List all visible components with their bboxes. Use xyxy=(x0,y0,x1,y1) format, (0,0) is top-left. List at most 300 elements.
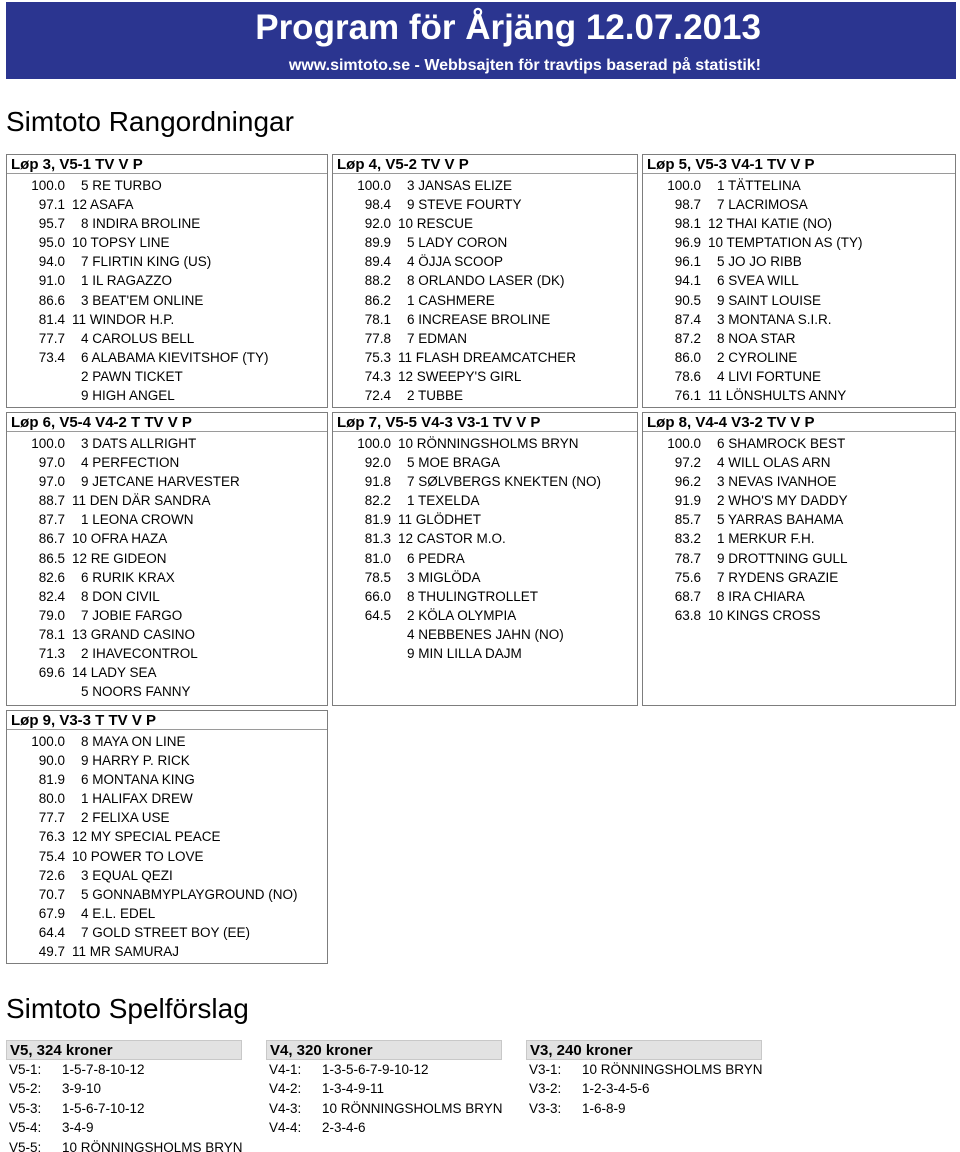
horse-name: 10 OFRA HAZA xyxy=(72,531,168,547)
horse-score: 49.7 xyxy=(38,944,65,960)
horse-row xyxy=(333,549,637,568)
bet-row xyxy=(6,1079,242,1098)
horse-row xyxy=(333,176,637,195)
horse-name: 2 KÖLA OLYMPIA xyxy=(407,607,517,623)
horse-score: 85.7 xyxy=(674,512,701,528)
bet-title: V3, 240 kroner xyxy=(526,1040,762,1060)
horse-name: 1 CASHMERE xyxy=(407,292,495,308)
horse-name: 12 SWEEPY'S GIRL xyxy=(398,368,522,384)
horse-score: 96.2 xyxy=(674,474,701,490)
horse-row xyxy=(643,214,955,233)
horse-name: 1 LEONA CROWN xyxy=(81,512,194,528)
horse-score: 95.0 xyxy=(38,235,65,251)
horse-name: 2 CYROLINE xyxy=(717,349,798,365)
horse-score: 88.2 xyxy=(364,273,391,289)
horse-row xyxy=(643,195,955,214)
horse-row xyxy=(7,529,327,548)
bet-block xyxy=(526,1040,762,1118)
horse-score: 86.0 xyxy=(674,349,701,365)
horse-row xyxy=(333,329,637,348)
horse-name: 14 LADY SEA xyxy=(72,665,157,681)
horse-score: 69.6 xyxy=(38,665,65,681)
horse-name: 1 TÄTTELINA xyxy=(717,178,801,193)
horse-score: 68.7 xyxy=(674,588,701,604)
horse-name: 11 LÖNSHULTS ANNY xyxy=(708,388,847,404)
race-list xyxy=(643,174,955,405)
bet-row xyxy=(266,1060,502,1079)
horse-name: 6 PEDRA xyxy=(407,550,465,566)
horse-score: 97.1 xyxy=(38,197,65,213)
horse-name: 11 MR SAMURAJ xyxy=(72,944,180,960)
horse-score: 98.7 xyxy=(674,197,701,213)
horse-name: 3 JANSAS ELIZE xyxy=(407,178,513,193)
horse-name: 7 RYDENS GRAZIE xyxy=(717,569,839,585)
horse-score: 82.4 xyxy=(38,588,65,604)
horse-row xyxy=(7,625,327,644)
horse-row xyxy=(643,491,955,510)
horse-row xyxy=(333,291,637,310)
horse-score: 87.2 xyxy=(674,330,701,346)
horse-row xyxy=(7,291,327,310)
horse-name: 11 FLASH DREAMCATCHER xyxy=(398,349,577,365)
bet-row xyxy=(6,1118,242,1137)
horse-name: 3 MONTANA S.I.R. xyxy=(717,311,832,327)
horse-score: 88.7 xyxy=(38,493,65,509)
horse-row xyxy=(333,491,637,510)
horse-row xyxy=(333,271,637,290)
horse-name: 4 E.L. EDEL xyxy=(81,905,156,921)
horse-row xyxy=(7,751,327,770)
horse-row xyxy=(7,348,327,367)
horse-row xyxy=(333,348,637,367)
horse-row xyxy=(7,491,327,510)
horse-score: 92.0 xyxy=(364,216,391,232)
race-list xyxy=(643,432,955,625)
horse-row xyxy=(643,606,955,625)
horse-score: 79.0 xyxy=(38,607,65,623)
horse-name: 10 POWER TO LOVE xyxy=(72,848,204,864)
race-box xyxy=(6,412,328,706)
horse-name: 1 HALIFAX DREW xyxy=(81,791,193,807)
horse-name: 3 EQUAL QEZI xyxy=(81,867,173,883)
horse-score: 91.8 xyxy=(364,474,391,490)
horse-name: 9 HIGH ANGEL xyxy=(81,388,175,404)
bet-leg: V4-1: xyxy=(269,1062,302,1077)
horse-row xyxy=(643,587,955,606)
bet-selection: 3-4-9 xyxy=(62,1120,94,1136)
horse-name: 11 GLÖDHET xyxy=(398,512,482,528)
horse-score: 98.1 xyxy=(674,216,701,232)
horse-row xyxy=(7,866,327,885)
horse-score: 91.0 xyxy=(38,273,65,289)
horse-row xyxy=(333,453,637,472)
race-title: Løp 6, V5-4 V4-2 T TV V P xyxy=(7,413,327,432)
bet-title: V4, 320 kroner xyxy=(266,1040,502,1060)
horse-score: 74.3 xyxy=(364,368,391,384)
bet-selection: 1-3-4-9-11 xyxy=(322,1081,385,1097)
horse-score: 72.4 xyxy=(364,388,391,404)
horse-row xyxy=(643,348,955,367)
horse-row xyxy=(333,625,637,644)
horse-row xyxy=(643,472,955,491)
horse-row xyxy=(7,367,327,386)
horse-score: 89.9 xyxy=(364,235,391,251)
horse-row xyxy=(333,472,637,491)
horse-name: 6 SHAMROCK BEST xyxy=(717,436,846,451)
bet-row xyxy=(266,1079,502,1098)
horse-name: 12 CASTOR M.O. xyxy=(398,531,506,547)
horse-name: 8 MAYA ON LINE xyxy=(81,734,186,749)
horse-score: 63.8 xyxy=(674,607,701,623)
horse-row xyxy=(333,252,637,271)
horse-row xyxy=(7,310,327,329)
horse-score: 86.7 xyxy=(38,531,65,547)
horse-row xyxy=(643,310,955,329)
horse-name: 7 EDMAN xyxy=(407,330,468,346)
horse-name: 5 RE TURBO xyxy=(81,178,162,193)
horse-score: 70.7 xyxy=(38,886,65,902)
race-title: Løp 4, V5-2 TV V P xyxy=(333,155,637,174)
bet-leg: V3-1: xyxy=(529,1062,562,1077)
horse-row xyxy=(643,529,955,548)
horse-score: 97.2 xyxy=(674,455,701,471)
horse-name: 2 TUBBE xyxy=(407,388,464,404)
horse-name: 5 JO JO RIBB xyxy=(717,254,802,270)
horse-name: 8 NOA STAR xyxy=(717,330,796,346)
race-list xyxy=(7,730,327,961)
horse-row xyxy=(7,923,327,942)
horse-score: 82.6 xyxy=(38,569,65,585)
horse-row xyxy=(7,789,327,808)
horse-name: 5 LADY CORON xyxy=(407,235,508,251)
horse-name: 12 MY SPECIAL PEACE xyxy=(72,829,221,845)
horse-row xyxy=(7,904,327,923)
horse-row xyxy=(643,568,955,587)
horse-row xyxy=(7,587,327,606)
horse-score: 90.5 xyxy=(674,292,701,308)
horse-score: 67.9 xyxy=(38,905,65,921)
horse-row xyxy=(7,644,327,663)
horse-name: 2 FELIXA USE xyxy=(81,810,170,826)
race-title: Løp 9, V3-3 T TV V P xyxy=(7,711,327,730)
race-title: Løp 5, V5-3 V4-1 TV V P xyxy=(643,155,955,174)
bet-row xyxy=(6,1099,242,1118)
horse-row xyxy=(643,434,955,453)
horse-name: 11 WINDOR H.P. xyxy=(72,311,175,327)
horse-name: 2 WHO'S MY DADDY xyxy=(717,493,848,509)
horse-row xyxy=(7,453,327,472)
horse-row xyxy=(643,271,955,290)
horse-name: 4 CAROLUS BELL xyxy=(81,330,195,346)
horse-name: 8 ORLANDO LASER (DK) xyxy=(407,273,565,289)
horse-row xyxy=(7,329,327,348)
horse-row xyxy=(7,663,327,682)
horse-name: 7 FLIRTIN KING (US) xyxy=(81,254,212,270)
horse-name: 3 BEAT'EM ONLINE xyxy=(81,292,204,308)
horse-score: 77.8 xyxy=(364,330,391,346)
horse-score: 78.6 xyxy=(674,368,701,384)
horse-name: 7 GOLD STREET BOY (EE) xyxy=(81,924,251,940)
horse-name: 10 KINGS CROSS xyxy=(708,607,821,623)
horse-row xyxy=(333,310,637,329)
horse-score: 97.0 xyxy=(38,474,65,490)
horse-name: 8 IRA CHIARA xyxy=(717,588,805,604)
horse-row xyxy=(7,214,327,233)
horse-score: 100.0 xyxy=(357,178,391,193)
horse-row xyxy=(333,587,637,606)
horse-row xyxy=(7,732,327,751)
horse-row xyxy=(333,606,637,625)
race-list xyxy=(7,174,327,405)
horse-name: 6 ALABAMA KIEVITSHOF (TY) xyxy=(81,349,269,365)
bet-selection: 1-2-3-4-5-6 xyxy=(582,1081,650,1097)
horse-row xyxy=(333,233,637,252)
horse-row xyxy=(7,549,327,568)
horse-row xyxy=(7,271,327,290)
horse-score: 81.9 xyxy=(38,772,65,788)
horse-row xyxy=(7,847,327,866)
horse-score: 75.3 xyxy=(364,349,391,365)
horse-row xyxy=(7,386,327,405)
bet-selection: 1-5-7-8-10-12 xyxy=(62,1062,145,1077)
bet-selection: 10 RÖNNINGSHOLMS BRYN xyxy=(62,1139,243,1152)
bet-row xyxy=(266,1099,502,1118)
horse-row xyxy=(643,386,955,405)
horse-score: 89.4 xyxy=(364,254,391,270)
bet-leg: V5-3: xyxy=(9,1100,42,1116)
horse-name: 9 JETCANE HARVESTER xyxy=(81,474,240,490)
horse-score: 75.6 xyxy=(674,569,701,585)
horse-score: 81.3 xyxy=(364,531,391,547)
race-box xyxy=(332,412,638,706)
horse-score: 96.1 xyxy=(674,254,701,270)
horse-row xyxy=(7,568,327,587)
horse-score: 92.0 xyxy=(364,455,391,471)
horse-name: 9 STEVE FOURTY xyxy=(407,197,522,213)
bet-suggestions-heading: Simtoto Spelförslag xyxy=(6,993,249,1024)
race-list xyxy=(333,174,637,405)
horse-row xyxy=(643,367,955,386)
horse-name: 6 INCREASE BROLINE xyxy=(407,311,551,327)
horse-row xyxy=(333,529,637,548)
horse-name: 8 DON CIVIL xyxy=(81,588,160,604)
bet-leg: V3-3: xyxy=(529,1100,562,1116)
bet-row xyxy=(526,1079,762,1098)
horse-score: 78.1 xyxy=(38,626,65,642)
page-subtitle[interactable]: www.simtoto.se - Webbsajten för travtips baserad på statistik! xyxy=(288,57,761,74)
horse-score: 86.2 xyxy=(364,292,391,308)
horse-name: 3 MIGLÖDA xyxy=(407,569,481,585)
horse-score: 98.4 xyxy=(364,197,391,213)
bet-selection: 1-5-6-7-10-12 xyxy=(62,1100,145,1116)
horse-score: 87.7 xyxy=(38,512,65,528)
horse-row xyxy=(333,510,637,529)
race-list xyxy=(7,432,327,701)
horse-name: 10 TEMPTATION AS (TY) xyxy=(708,235,863,251)
horse-name: 12 THAI KATIE (NO) xyxy=(708,216,833,232)
horse-row xyxy=(7,233,327,252)
bet-selection: 2-3-4-6 xyxy=(322,1120,366,1136)
horse-score: 64.5 xyxy=(364,607,391,623)
horse-name: 1 IL RAGAZZO xyxy=(81,273,173,289)
horse-name: 9 HARRY P. RICK xyxy=(81,753,190,769)
horse-row xyxy=(333,568,637,587)
bet-selection: 10 RÖNNINGSHOLMS BRYN xyxy=(582,1062,763,1077)
horse-score: 96.9 xyxy=(674,235,701,251)
horse-score: 77.7 xyxy=(38,330,65,346)
horse-name: 5 MOE BRAGA xyxy=(407,455,501,471)
bet-selection: 3-9-10 xyxy=(62,1081,102,1097)
horse-row xyxy=(333,386,637,405)
race-box xyxy=(642,154,956,408)
bet-leg: V5-1: xyxy=(9,1062,42,1077)
horse-score: 73.4 xyxy=(38,349,65,365)
horse-score: 72.6 xyxy=(38,867,65,883)
horse-score: 80.0 xyxy=(38,791,65,807)
horse-row xyxy=(643,291,955,310)
horse-name: 3 DATS ALLRIGHT xyxy=(81,436,197,451)
race-box xyxy=(642,412,956,706)
horse-row xyxy=(333,214,637,233)
horse-score: 77.7 xyxy=(38,810,65,826)
horse-name: 13 GRAND CASINO xyxy=(72,626,196,642)
race-box xyxy=(6,710,328,964)
bet-row xyxy=(526,1099,762,1118)
horse-score: 66.0 xyxy=(364,588,391,604)
horse-name: 10 RÖNNINGSHOLMS BRYN xyxy=(398,436,579,451)
horse-row xyxy=(643,549,955,568)
horse-score: 100.0 xyxy=(31,436,65,451)
horse-score: 100.0 xyxy=(667,178,701,193)
bet-selection: 10 RÖNNINGSHOLMS BRYN xyxy=(322,1100,503,1116)
bet-leg: V5-5: xyxy=(9,1139,42,1152)
horse-row xyxy=(7,176,327,195)
race-list xyxy=(333,432,637,663)
horse-name: 9 SAINT LOUISE xyxy=(717,292,822,308)
horse-score: 78.7 xyxy=(674,550,701,566)
horse-score: 100.0 xyxy=(31,734,65,749)
horse-row xyxy=(643,176,955,195)
horse-name: 1 TEXELDA xyxy=(407,493,480,509)
horse-name: 8 THULINGTROLLET xyxy=(407,588,539,604)
horse-score: 82.2 xyxy=(364,493,391,509)
horse-row xyxy=(333,195,637,214)
horse-row xyxy=(7,770,327,789)
bet-leg: V4-3: xyxy=(269,1100,302,1116)
horse-row xyxy=(643,329,955,348)
bet-leg: V5-4: xyxy=(9,1120,42,1136)
horse-score: 81.9 xyxy=(364,512,391,528)
horse-score: 71.3 xyxy=(38,646,65,662)
horse-name: 9 DROTTNING GULL xyxy=(717,550,848,566)
horse-name: 12 ASAFA xyxy=(72,197,134,213)
horse-row xyxy=(7,252,327,271)
horse-name: 2 IHAVECONTROL xyxy=(81,646,198,662)
horse-name: 10 TOPSY LINE xyxy=(72,235,170,251)
race-title: Løp 7, V5-5 V4-3 V3-1 TV V P xyxy=(333,413,637,432)
horse-score: 100.0 xyxy=(31,178,65,193)
bet-selection: 1-3-5-6-7-9-10-12 xyxy=(322,1062,429,1077)
horse-score: 75.4 xyxy=(38,848,65,864)
horse-score: 64.4 xyxy=(38,924,65,940)
horse-score: 83.2 xyxy=(674,531,701,547)
horse-row xyxy=(643,252,955,271)
horse-row xyxy=(7,434,327,453)
horse-score: 95.7 xyxy=(38,216,65,232)
bet-selection: 1-6-8-9 xyxy=(582,1100,626,1116)
horse-name: 4 NEBBENES JAHN (NO) xyxy=(407,626,564,642)
horse-name: 5 NOORS FANNY xyxy=(81,684,191,700)
horse-row xyxy=(7,827,327,846)
horse-score: 76.3 xyxy=(38,829,65,845)
horse-row xyxy=(7,682,327,701)
horse-name: 7 LACRIMOSA xyxy=(717,197,808,213)
horse-score: 100.0 xyxy=(357,436,391,451)
horse-row xyxy=(643,453,955,472)
horse-score: 100.0 xyxy=(667,436,701,451)
race-box xyxy=(332,154,638,408)
bet-block xyxy=(266,1040,502,1138)
bet-row xyxy=(6,1138,242,1152)
horse-row xyxy=(643,233,955,252)
horse-name: 5 GONNABMYPLAYGROUND (NO) xyxy=(81,886,298,902)
horse-row xyxy=(333,367,637,386)
horse-name: 11 DEN DÄR SANDRA xyxy=(72,493,211,509)
horse-row xyxy=(333,644,637,663)
horse-name: 4 PERFECTION xyxy=(81,455,180,471)
horse-score: 87.4 xyxy=(674,311,701,327)
horse-score: 86.6 xyxy=(38,292,65,308)
horse-score: 78.1 xyxy=(364,311,391,327)
bet-title: V5, 324 kroner xyxy=(6,1040,242,1060)
race-box xyxy=(6,154,328,408)
page-title: Program för Årjäng 12.07.2013 xyxy=(255,8,761,47)
horse-row xyxy=(333,434,637,453)
horse-row xyxy=(7,510,327,529)
horse-name: 4 WILL OLAS ARN xyxy=(717,455,831,471)
horse-score: 78.5 xyxy=(364,569,391,585)
race-title: Løp 3, V5-1 TV V P xyxy=(7,155,327,174)
horse-score: 90.0 xyxy=(38,753,65,769)
horse-row xyxy=(7,942,327,961)
horse-score: 81.0 xyxy=(364,550,391,566)
horse-row xyxy=(7,195,327,214)
horse-row xyxy=(7,885,327,904)
horse-name: 5 YARRAS BAHAMA xyxy=(717,512,844,528)
horse-name: 7 SØLVBERGS KNEKTEN (NO) xyxy=(407,474,602,490)
page-banner xyxy=(6,2,956,79)
bet-row xyxy=(6,1060,242,1079)
horse-row xyxy=(643,510,955,529)
horse-name: 12 RE GIDEON xyxy=(72,550,167,566)
bet-leg: V3-2: xyxy=(529,1081,562,1097)
horse-score: 97.0 xyxy=(38,455,65,471)
horse-name: 10 RESCUE xyxy=(398,216,474,232)
horse-name: 2 PAWN TICKET xyxy=(81,368,183,384)
horse-score: 94.0 xyxy=(38,254,65,270)
horse-name: 7 JOBIE FARGO xyxy=(81,607,183,623)
horse-name: 6 SVEA WILL xyxy=(717,273,799,289)
bet-leg: V4-2: xyxy=(269,1081,302,1097)
horse-name: 4 LIVI FORTUNE xyxy=(717,368,822,384)
horse-row xyxy=(7,472,327,491)
bet-leg: V5-2: xyxy=(9,1081,42,1097)
horse-name: 1 MERKUR F.H. xyxy=(717,531,815,547)
bet-block xyxy=(6,1040,242,1152)
horse-score: 81.4 xyxy=(38,311,65,327)
horse-name: 6 MONTANA KING xyxy=(81,772,195,788)
race-title: Løp 8, V4-4 V3-2 TV V P xyxy=(643,413,955,432)
